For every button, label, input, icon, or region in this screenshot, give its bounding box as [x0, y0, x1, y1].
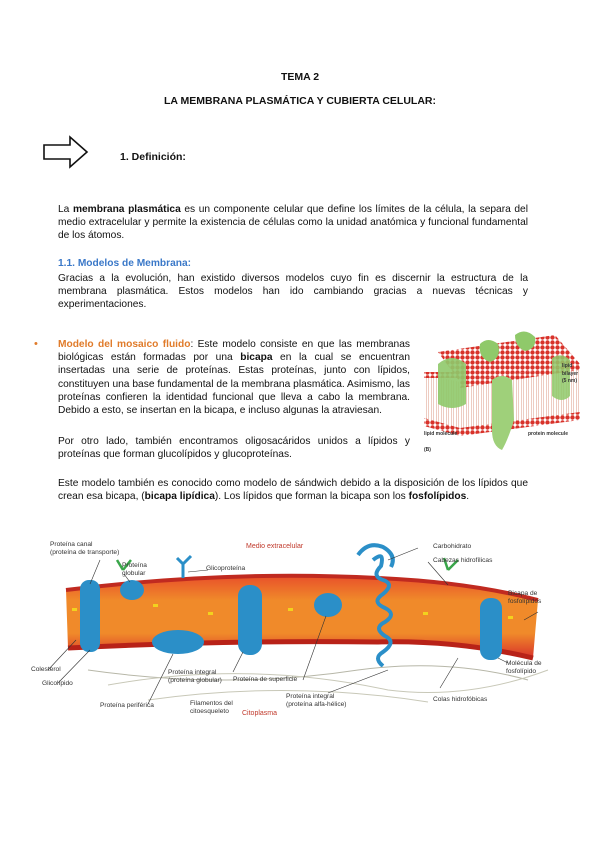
label-proteina-canal: Proteína canal (proteína de transporte): [50, 541, 120, 556]
mosaic-paragraph: Modelo del mosaico fluido: Este modelo consiste en que las membranas biológicas están formadas por una bicapa en la cual se encuentran insertadas una serie de proteínas. Estas proteínas, junto con lípidos, constituyen una base fundamental de la membrana plasmática. Asimismo, las proteínas confieren la identidad funcional que lleva a cabo la membrana. Debido a esto, se insertan en la bicapa, e incluso algunas la atraviesan.: [58, 339, 410, 417]
label-integral-globular: Proteína integral (proteína globular): [168, 669, 222, 684]
label-bicapa: Bicapa de fosfolípidos: [508, 590, 542, 605]
label-glicolipido: Glicolípido: [42, 680, 73, 687]
label-protein-molecule: protein molecule: [528, 431, 569, 437]
model-name: Modelo del mosaico fluido: [58, 339, 191, 350]
label-filamentos: Filamentos del citoesqueleto: [190, 700, 233, 715]
label-proteina-superficie: Proteína de superficie: [233, 676, 298, 683]
tema-number: TEMA 2: [280, 71, 320, 83]
label-panel: (B): [424, 447, 431, 453]
definition-paragraph: La membrana plasmática es un componente celular que define los límites de la célula, la separa del medio extracelular y permite la existencia de células como la unidad anatómica y funcional fundamental de los átomos.: [58, 204, 528, 242]
label-bilayer: lipid bilayer (5 nm): [562, 363, 579, 384]
subsection-paragraph: Gracias a la evolución, han existido diversos modelos cuyo fin es discernir la estructura de la membrana plasmática. Estos modelos han ido cambiando gracias a nuevas técnicas y experimentaciones.: [58, 273, 528, 311]
label-molecula-fosfolipido: Molécula de fosfolípido: [506, 660, 542, 675]
sandwich-paragraph: Este modelo también es conocido como modelo de sándwich debido a la disposición de los lípidos que crean esa bicapa, (bicapa lipídica). Los lípidos que forman la bicapa son los fosfolípidos.: [58, 478, 528, 503]
label-proteina-globular: Proteína globular: [122, 562, 147, 577]
membrane-diagram: [28, 530, 568, 725]
label-cabezas-hidrofilicas: Cabezas hidrofílicas: [433, 557, 493, 564]
section-heading: 1. Definición:: [120, 151, 186, 163]
label-proteina-periferica: Proteína periférica: [100, 702, 154, 709]
subsection-heading: 1.1. Modelos de Membrana:: [58, 258, 192, 269]
arrow-right-icon: [42, 134, 90, 170]
label-medio-extracelular: Medio extracelular: [246, 543, 304, 550]
label-glicoproteina: Glicoproteína: [206, 565, 246, 572]
label-colas-hidrofobicas: Colas hidrofóbicas: [433, 696, 488, 703]
page-title: LA MEMBRANA PLASMÁTICA Y CUBIERTA CELULAR:: [163, 95, 436, 107]
label-citoplasma: Citoplasma: [242, 710, 278, 717]
mosaic-paragraph-2: Por otro lado, también encontramos oligosacáridos unidos a lípidos y proteínas que forman glucolípidos y glucoproteínas.: [58, 436, 410, 461]
label-integral-alfa: Proteína integral (proteína alfa-hélice): [286, 693, 347, 708]
term-membrana: membrana plasmática: [72, 204, 181, 215]
bullet: •: [34, 338, 38, 350]
label-carbohidrato: Carbohidrato: [433, 543, 472, 550]
label-lipid-molecule: lipid molecule: [424, 431, 458, 437]
label-colesterol: Colesterol: [31, 666, 61, 673]
membrane-illustration-small: [420, 330, 590, 458]
small-membrane-figure: [420, 330, 590, 458]
